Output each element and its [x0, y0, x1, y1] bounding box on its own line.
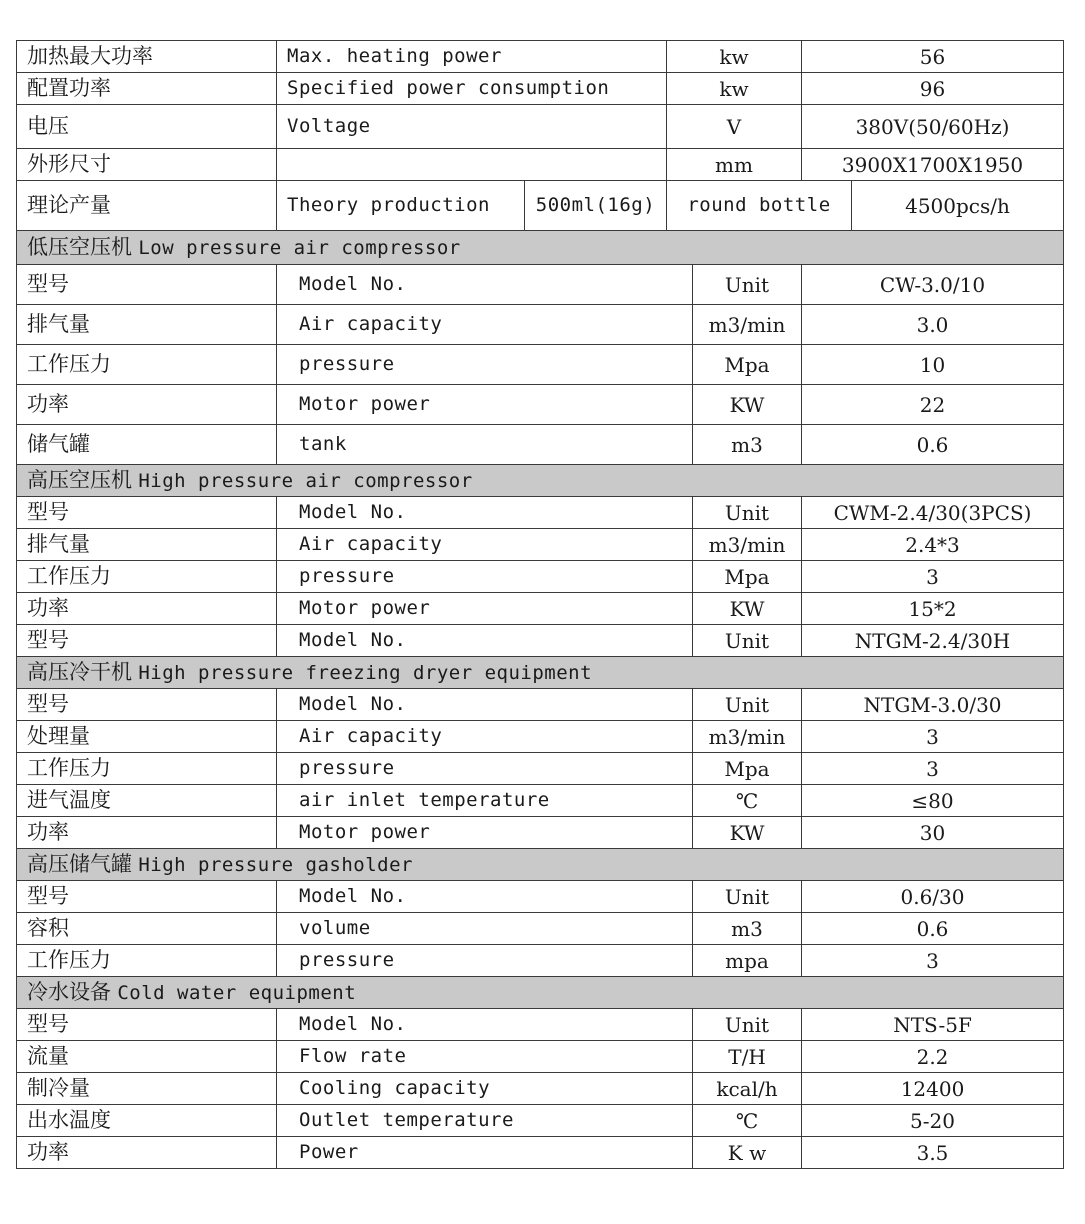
section-title-zh: 低压空压机: [27, 235, 132, 259]
spec-row: [17, 105, 1064, 149]
production-row: [17, 181, 1064, 231]
param-unit: Unit: [693, 625, 802, 657]
param-zh: 加热最大功率: [17, 41, 277, 73]
param-zh: 工作压力: [17, 561, 277, 593]
param-zh: 排气量: [17, 305, 277, 345]
param-en: pressure: [277, 753, 693, 785]
spec-row: [17, 689, 1064, 721]
section-title-zh: 高压储气罐: [27, 852, 132, 876]
spec-row: [17, 73, 1064, 105]
param-en: pressure: [277, 945, 693, 977]
param-unit: Unit: [693, 497, 802, 529]
param-value: 96: [802, 73, 1064, 105]
param-unit: Mpa: [693, 753, 802, 785]
param-en: Flow rate: [277, 1041, 693, 1073]
param-unit: KW: [693, 385, 802, 425]
spec-row: [17, 305, 1064, 345]
param-zh: 型号: [17, 881, 277, 913]
param-en: Theory production: [277, 181, 525, 231]
spec-row: [17, 1073, 1064, 1105]
param-value: 4500pcs/h: [852, 181, 1064, 231]
param-en: tank: [277, 425, 693, 465]
param-unit: KW: [693, 817, 802, 849]
spec-row: [17, 149, 1064, 181]
param-unit: m3/min: [693, 721, 802, 753]
param-value: 30: [802, 817, 1064, 849]
param-unit: Mpa: [693, 345, 802, 385]
section-title-en: High pressure gasholder: [138, 854, 413, 876]
section-title-en: High pressure air compressor: [138, 470, 473, 492]
section-title-en: High pressure freezing dryer equipment: [138, 662, 593, 684]
param-unit: kcal/h: [693, 1073, 802, 1105]
param-value: ≤80: [802, 785, 1064, 817]
param-en: Air capacity: [277, 305, 693, 345]
section-header: [17, 977, 1064, 1009]
param-en: pressure: [277, 345, 693, 385]
param-value: NTS-5F: [802, 1009, 1064, 1041]
spec-row: [17, 561, 1064, 593]
spec-row: [17, 817, 1064, 849]
spec-table: [16, 40, 1064, 1169]
spec-row: [17, 41, 1064, 73]
param-value: 3900X1700X1950: [802, 149, 1064, 181]
spec-row: [17, 625, 1064, 657]
param-en: Model No.: [277, 881, 693, 913]
param-unit: mm: [667, 149, 802, 181]
param-value: 0.6: [802, 425, 1064, 465]
spec-row: [17, 785, 1064, 817]
section-title-zh: 高压冷干机: [27, 660, 132, 684]
param-value: 2.4*3: [802, 529, 1064, 561]
param-zh: 排气量: [17, 529, 277, 561]
param-unit: m3: [693, 913, 802, 945]
spec-row: [17, 753, 1064, 785]
param-en: Motor power: [277, 817, 693, 849]
param-zh: 型号: [17, 265, 277, 305]
param-zh: 型号: [17, 689, 277, 721]
bottle-type: round bottle: [667, 181, 852, 231]
param-en: air inlet temperature: [277, 785, 693, 817]
param-zh: 电压: [17, 105, 277, 149]
param-en: Model No.: [277, 625, 693, 657]
param-zh: 功率: [17, 385, 277, 425]
spec-row: [17, 881, 1064, 913]
param-zh: 功率: [17, 593, 277, 625]
param-value: 22: [802, 385, 1064, 425]
param-value: 380V(50/60Hz): [802, 105, 1064, 149]
param-zh: 型号: [17, 1009, 277, 1041]
param-en: Outlet temperature: [277, 1105, 693, 1137]
param-unit: Mpa: [693, 561, 802, 593]
section-title: [17, 977, 1064, 1009]
param-zh: 制冷量: [17, 1073, 277, 1105]
param-en: [277, 149, 667, 181]
param-en: Cooling capacity: [277, 1073, 693, 1105]
param-en: Specified power consumption: [277, 73, 667, 105]
spec-row: [17, 1009, 1064, 1041]
param-unit: kw: [667, 41, 802, 73]
param-zh: 工作压力: [17, 945, 277, 977]
param-unit: Unit: [693, 1009, 802, 1041]
param-unit: ℃: [693, 1105, 802, 1137]
param-unit: m3/min: [693, 529, 802, 561]
param-value: CW-3.0/10: [802, 265, 1064, 305]
param-unit: V: [667, 105, 802, 149]
param-en: Model No.: [277, 689, 693, 721]
param-zh: 功率: [17, 817, 277, 849]
param-unit: ℃: [693, 785, 802, 817]
param-value: 3: [802, 753, 1064, 785]
param-value: CWM-2.4/30(3PCS): [802, 497, 1064, 529]
param-zh: 工作压力: [17, 345, 277, 385]
param-en: Motor power: [277, 593, 693, 625]
param-en: Model No.: [277, 1009, 693, 1041]
spec-row: [17, 425, 1064, 465]
param-zh: 容积: [17, 913, 277, 945]
param-value: 15*2: [802, 593, 1064, 625]
param-value: NTGM-3.0/30: [802, 689, 1064, 721]
param-en: Model No.: [277, 265, 693, 305]
spec-row: [17, 593, 1064, 625]
param-unit: Unit: [693, 265, 802, 305]
param-unit: m3/min: [693, 305, 802, 345]
param-value: 0.6/30: [802, 881, 1064, 913]
param-zh: 型号: [17, 625, 277, 657]
param-value: 3: [802, 945, 1064, 977]
section-title-en: Cold water equipment: [117, 982, 357, 1004]
spec-row: [17, 385, 1064, 425]
section-header: [17, 849, 1064, 881]
param-value: 10: [802, 345, 1064, 385]
param-zh: 型号: [17, 497, 277, 529]
param-unit: mpa: [693, 945, 802, 977]
section-header: [17, 465, 1064, 497]
section-title: [17, 231, 1064, 265]
param-unit: Unit: [693, 689, 802, 721]
bottle-size: 500ml(16g): [525, 181, 667, 231]
param-zh: 工作压力: [17, 753, 277, 785]
param-zh: 外形尺寸: [17, 149, 277, 181]
param-zh: 配置功率: [17, 73, 277, 105]
param-zh: 理论产量: [17, 181, 277, 231]
spec-row: [17, 529, 1064, 561]
section-header: [17, 657, 1064, 689]
param-value: 12400: [802, 1073, 1064, 1105]
section-title: [17, 657, 1064, 689]
spec-row: [17, 1105, 1064, 1137]
spec-row: [17, 345, 1064, 385]
param-unit: kw: [667, 73, 802, 105]
spec-sheet: [16, 40, 1063, 1169]
spec-row: [17, 265, 1064, 305]
spec-row: [17, 945, 1064, 977]
param-value: NTGM-2.4/30H: [802, 625, 1064, 657]
section-title-zh: 高压空压机: [27, 468, 132, 492]
param-en: pressure: [277, 561, 693, 593]
param-zh: 出水温度: [17, 1105, 277, 1137]
param-value: 0.6: [802, 913, 1064, 945]
section-header: [17, 231, 1064, 265]
param-en: Air capacity: [277, 721, 693, 753]
param-unit: Unit: [693, 881, 802, 913]
param-en: Voltage: [277, 105, 667, 149]
param-zh: 处理量: [17, 721, 277, 753]
param-en: Max. heating power: [277, 41, 667, 73]
spec-row: [17, 497, 1064, 529]
section-title: [17, 849, 1064, 881]
param-value: 3.0: [802, 305, 1064, 345]
param-en: Air capacity: [277, 529, 693, 561]
param-value: 56: [802, 41, 1064, 73]
param-value: 3.5: [802, 1137, 1064, 1169]
spec-row: [17, 913, 1064, 945]
param-en: Motor power: [277, 385, 693, 425]
param-zh: 储气罐: [17, 425, 277, 465]
section-title-en: Low pressure air compressor: [138, 237, 461, 259]
spec-row: [17, 1041, 1064, 1073]
param-unit: T/H: [693, 1041, 802, 1073]
param-value: 2.2: [802, 1041, 1064, 1073]
param-en: Power: [277, 1137, 693, 1169]
spec-table-body: [17, 41, 1064, 1169]
section-title: [17, 465, 1064, 497]
param-zh: 进气温度: [17, 785, 277, 817]
param-unit: m3: [693, 425, 802, 465]
param-zh: 流量: [17, 1041, 277, 1073]
param-value: 3: [802, 561, 1064, 593]
section-title-zh: 冷水设备: [27, 980, 111, 1004]
param-unit: KW: [693, 593, 802, 625]
param-en: Model No.: [277, 497, 693, 529]
spec-row: [17, 721, 1064, 753]
param-unit: K w: [693, 1137, 802, 1169]
param-value: 3: [802, 721, 1064, 753]
spec-row: [17, 1137, 1064, 1169]
param-zh: 功率: [17, 1137, 277, 1169]
param-en: volume: [277, 913, 693, 945]
param-value: 5-20: [802, 1105, 1064, 1137]
